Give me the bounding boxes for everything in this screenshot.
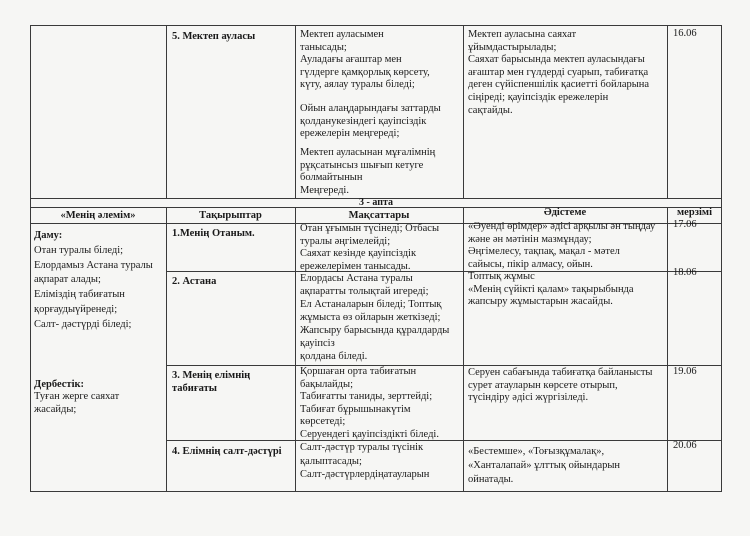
- text-line: Серуендегі қауіпсіздікті біледі.: [300, 428, 439, 440]
- text-line: Мектеп ауласымен: [300, 29, 384, 40]
- text-line: жапсыру жұмыстарын жасайды.: [468, 296, 613, 308]
- text-line: болмайтынын: [300, 172, 363, 184]
- text-line: Әңгімелесу, тақпақ, мақал - мәтел: [468, 246, 620, 258]
- topic-cell: [172, 370, 290, 395]
- text-line: Отан ұғымын түсінеді; Отбасы: [300, 223, 440, 234]
- text-line: Елордамыз Астана туралы: [34, 259, 153, 271]
- text-line: Мектеп ауласына саяхат: [468, 29, 577, 40]
- header-col1: «Менің әлемім»: [60, 210, 136, 221]
- col-divider: [667, 207, 668, 491]
- text-line: Қоршаған орта табиғатын: [300, 366, 417, 377]
- text-line: рұқсатынсыз шығып кетуге: [300, 159, 424, 171]
- goals-cell: [300, 29, 430, 92]
- text-line: «Әуенді өрімдер» әдісі арқылы ән тыңдау: [468, 221, 656, 232]
- section-title: Даму:: [34, 230, 63, 241]
- text-line: Жапсыру барысында құралдарды: [300, 325, 450, 336]
- table-border-top: [30, 25, 722, 26]
- header-col5: мерзімі: [677, 207, 712, 218]
- col-divider: [166, 207, 167, 491]
- section-title: Дербестік:: [34, 379, 85, 390]
- text-line: ережелерімен танысады.: [300, 260, 411, 272]
- col-divider: [295, 25, 296, 198]
- text-line: Меңгереді.: [300, 184, 349, 196]
- goals-cell: [300, 103, 441, 141]
- text-line: Ел Астаналарын біледі; Топтық: [300, 299, 442, 310]
- text-line: Мектеп ауласынан мұғалімнің: [300, 147, 436, 158]
- week-label: 3 - апта: [359, 197, 393, 208]
- text-line: «Ханталапай» ұлттық ойындарын: [468, 460, 621, 471]
- method-cell: [468, 367, 653, 405]
- text-line: Табиғатты таниды, зерттейді;: [300, 391, 433, 403]
- text-line: Серуен сабағында табиғатқа байланысты: [468, 367, 653, 378]
- text-line: Салт- дәстүрді біледі;: [34, 318, 132, 330]
- header-col2: Тақырыптар: [199, 210, 262, 221]
- text-line: сурет атауларын көрсете отырып,: [468, 379, 618, 391]
- method-cell: [468, 29, 649, 117]
- text-line: Салт-дәстүрлердіңатауларын: [300, 469, 430, 480]
- text-line: гүлдерге қамқорлық көрсету,: [300, 66, 430, 78]
- text-line: «Бестемше», «Тоғызқұмалақ»,: [468, 446, 605, 457]
- col-divider: [463, 207, 464, 491]
- col-divider: [667, 25, 668, 198]
- text-line: қолдана біледі.: [300, 351, 368, 362]
- text-line: қорғаудыүйренеді;: [34, 303, 118, 315]
- text-line: Ауладағы ағаштар мен: [300, 54, 402, 66]
- goals-cell: [300, 272, 449, 363]
- text-line: жасайды;: [34, 403, 77, 415]
- text-line: туралы әңгімелейді;: [300, 235, 391, 247]
- development-block: [34, 229, 153, 333]
- text-line: деген сүйіспеншілік қасиетті бойларына: [468, 79, 650, 91]
- date-cell: 19.06: [673, 366, 697, 377]
- text-line: ағаштар мен гүлдерді суарып, табиғатқа: [468, 66, 649, 78]
- text-line: ережелерін меңгереді;: [300, 128, 400, 140]
- row-divider: [166, 365, 722, 366]
- header-col3: Мақсаттары: [348, 210, 410, 221]
- text-line: ұйымдастырылады;: [468, 41, 557, 53]
- text-line: сіңіреді; қауіпсіздік ережелерін: [468, 91, 609, 103]
- table-border-bottom: [30, 491, 722, 492]
- text-line: Табиғат бұрышынакүтім: [300, 403, 411, 415]
- topic-cell: 5. Мектеп ауласы: [172, 31, 256, 42]
- text-line: және ән мәтінін мазмұндау;: [468, 233, 592, 245]
- method-cell: [468, 221, 655, 271]
- text-line: күту, аялау туралы біледі;: [300, 79, 415, 91]
- goals-cell: [300, 366, 439, 442]
- text-line: ақпарат алады;: [34, 274, 101, 286]
- text-line: түсіндіру әдісі жүргізіледі.: [468, 392, 589, 404]
- text-line: Саяхат кезінде қауіпсіздік: [300, 248, 417, 260]
- col-divider: [295, 207, 296, 491]
- goals-cell: [300, 147, 435, 197]
- text-line: сақтайды.: [468, 104, 513, 116]
- text-line: танысады;: [300, 41, 347, 53]
- table-border-left: [30, 25, 31, 491]
- col-divider: [166, 25, 167, 198]
- text-line: Елордасы Астана туралы: [300, 273, 413, 284]
- text-line: жұмыста өз ойларын жеткізеді;: [300, 312, 441, 323]
- text-line: ойнатады.: [468, 474, 514, 485]
- topic-cell: 2. Астана: [172, 276, 217, 287]
- header-col4: Әдістеме: [543, 207, 587, 218]
- independence-block: [34, 379, 119, 416]
- text-line: Салт-дәстүр туралы түсінік: [300, 442, 424, 453]
- date-cell: 20.06: [673, 440, 697, 451]
- text-line: Ойын алаңдарындағы заттарды: [300, 103, 441, 114]
- text-line: 3. Менің елімнің табиғаты: [172, 370, 251, 394]
- text-line: қауіпсіз: [300, 338, 335, 349]
- text-line: қалыптасады;: [300, 455, 362, 467]
- goals-cell: [300, 223, 439, 273]
- text-line: «Менің сүйікті қалам» тақырыбында: [468, 283, 634, 295]
- row-divider: [166, 440, 722, 441]
- text-line: Туған жерге саяхат: [34, 391, 120, 403]
- topic-cell: 1.Менің Отаным.: [172, 228, 255, 239]
- text-line: Отан туралы біледі;: [34, 244, 124, 256]
- text-line: Саяхат барысында мектеп ауласындағы: [468, 54, 645, 66]
- text-line: бақылайды;: [300, 378, 353, 390]
- goals-cell: [300, 441, 429, 482]
- text-line: қолданукезіндегі қауіпсіздік: [300, 115, 427, 127]
- text-line: сайысы, пікір алмасу, ойын.: [468, 258, 593, 270]
- text-line: Еліміздің табиғатын: [34, 289, 125, 301]
- text-line: Топтық жұмыс: [468, 271, 535, 282]
- topic-cell: 4. Елімнің салт-дәстүрі: [172, 446, 282, 457]
- date-cell: 16.06: [673, 28, 697, 39]
- method-cell: [468, 271, 634, 309]
- table-border-right: [721, 25, 722, 491]
- date-cell: 17.06: [673, 219, 697, 230]
- text-line: көрсетеді;: [300, 416, 346, 428]
- text-line: ақпаратты толықтай игереді;: [300, 286, 429, 297]
- date-cell: 18.06: [673, 267, 697, 278]
- method-cell: [468, 445, 620, 487]
- col-divider: [463, 25, 464, 198]
